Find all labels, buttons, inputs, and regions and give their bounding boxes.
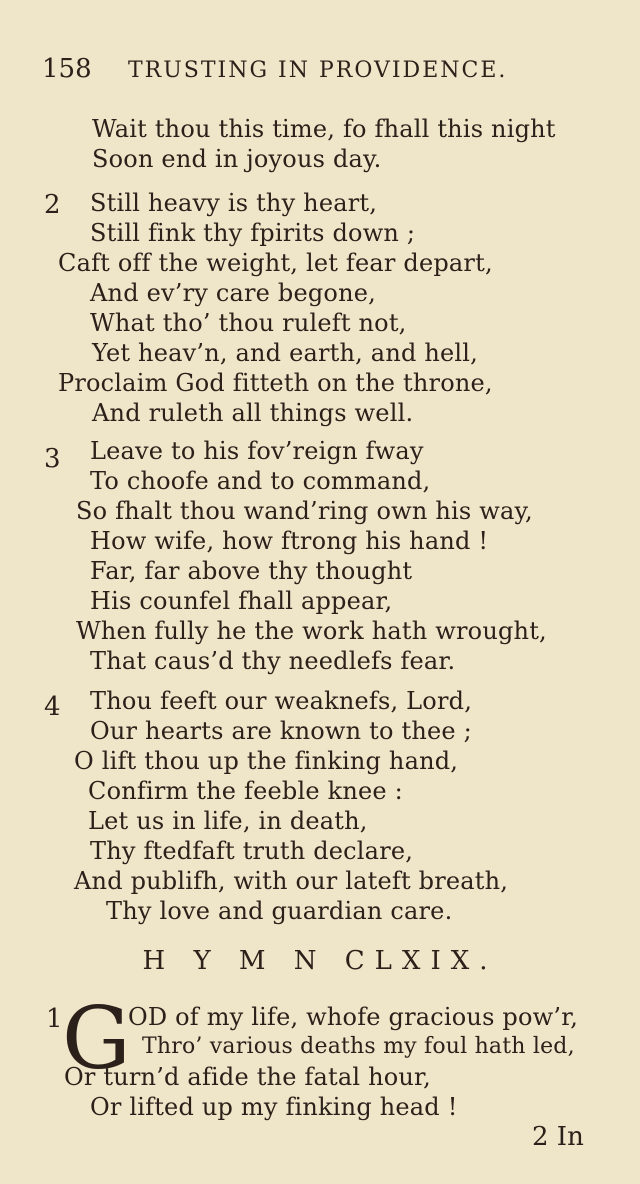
- catchword: 2 In: [532, 1122, 584, 1152]
- stanza3-line-6: His counfel fhall appear,: [90, 587, 393, 615]
- running-title: TRUSTING IN PROVIDENCE.: [128, 58, 508, 83]
- stanza4-line-1: Thou feeft our weaknefs, Lord,: [90, 687, 473, 715]
- stanza3-number: 3: [44, 444, 61, 474]
- hymn-stanza-number: 1: [46, 1004, 63, 1034]
- stanza1-line-1: Wait thou this time, fo fhall this night: [92, 115, 556, 143]
- hymn-line-3: Or turn’d afide the fatal hour,: [64, 1063, 431, 1091]
- stanza2-line-8: And ruleth all things well.: [92, 399, 414, 427]
- stanza4-line-2: Our hearts are known to thee ;: [90, 717, 472, 745]
- hymn-title: H Y M N CLXIX.: [142, 946, 498, 976]
- drop-cap: G: [62, 989, 131, 1089]
- stanza1-line-2: Soon end in joyous day.: [92, 145, 382, 173]
- stanza3-line-4: How wife, how ftrong his hand !: [90, 527, 489, 555]
- stanza3-line-8: That caus’d thy needlefs fear.: [90, 647, 456, 675]
- stanza3-line-7: When fully he the work hath wrought,: [76, 617, 547, 645]
- stanza4-number: 4: [44, 692, 61, 722]
- stanza4-line-7: And publifh, with our lateft breath,: [74, 867, 509, 895]
- stanza4-line-6: Thy ftedfaft truth declare,: [90, 837, 414, 865]
- stanza2-line-5: What tho’ thou ruleft not,: [90, 309, 407, 337]
- stanza2-line-2: Still fink thy fpirits down ;: [90, 219, 416, 247]
- stanza4-line-5: Let us in life, in death,: [88, 807, 368, 835]
- stanza4-line-4: Confirm the feeble knee :: [88, 777, 403, 805]
- hymn-line-1: OD of my life, whofe gracious pow’r,: [128, 1003, 579, 1031]
- stanza3-line-5: Far, far above thy thought: [90, 557, 413, 585]
- stanza2-number: 2: [44, 190, 61, 220]
- stanza3-line-2: To choofe and to command,: [90, 467, 431, 495]
- hymn-line-2: Thro’ various deaths my foul hath led,: [142, 1034, 575, 1059]
- stanza2-line-3: Caft off the weight, let fear depart,: [58, 249, 493, 277]
- hymn-line-4: Or lifted up my finking head !: [90, 1093, 458, 1121]
- page-number: 158: [42, 54, 92, 84]
- stanza2-line-1: Still heavy is thy heart,: [90, 189, 378, 217]
- stanza4-line-8: Thy love and guardian care.: [106, 897, 453, 925]
- stanza2-line-6: Yet heav’n, and earth, and hell,: [92, 339, 479, 367]
- stanza2-line-7: Proclaim God fitteth on the throne,: [58, 369, 493, 397]
- stanza3-line-1: Leave to his fov’reign fway: [90, 437, 424, 465]
- stanza4-line-3: O lift thou up the finking hand,: [74, 747, 459, 775]
- stanza3-line-3: So fhalt thou wand’ring own his way,: [76, 497, 533, 525]
- stanza2-line-4: And ev’ry care begone,: [90, 279, 376, 307]
